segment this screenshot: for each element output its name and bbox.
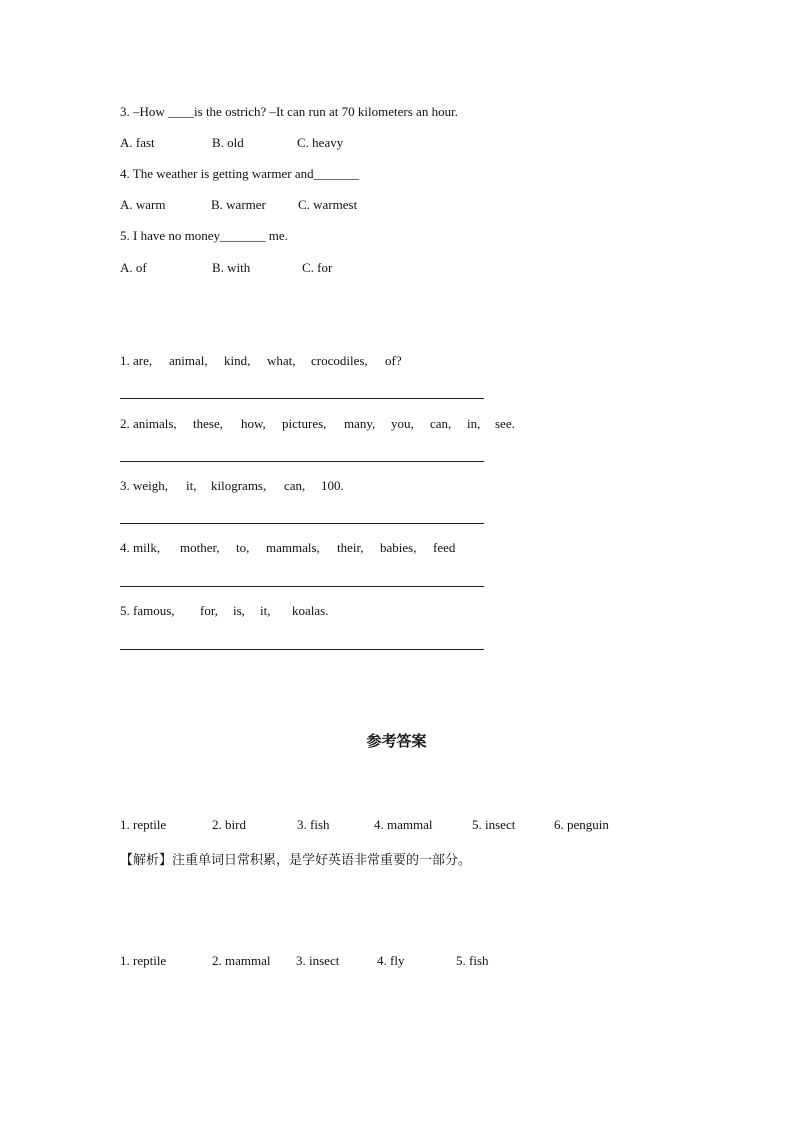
ordering-word: animal, [169,353,208,368]
answer-item: 2. bird [212,817,246,832]
ordering-word: can, [430,416,452,431]
question-5-option-a: A. of [120,260,147,275]
question-3-stem: 3. –How ____is the ostrich? –It can run at 70 kilometers an hour. [120,104,458,119]
answer-line [120,398,484,399]
ordering-word: babies, [380,540,417,555]
answer-item: 4. fly [377,953,405,968]
ordering-word: many, [344,416,376,431]
ordering-word: can, [284,478,306,493]
ordering-word: 100. [321,478,344,493]
question-3-option-c: C. heavy [297,135,344,150]
ordering-word: is, [233,603,245,618]
ordering-word: their, [337,540,364,555]
ordering-word: 1. are, [120,353,153,368]
ordering-word: how, [241,416,266,431]
question-3-option-a: A. fast [120,135,155,150]
answer-item: 5. insect [472,817,516,832]
question-4-option-b: B. warmer [211,197,266,212]
answer-analysis: 【解析】注重单词日常积累，是学好英语非常重要的一部分。 [120,853,472,868]
question-4-option-c: C. warmest [298,197,358,212]
ordering-word: to, [236,540,250,555]
ordering-word: it, [186,478,197,493]
ordering-word: feed [433,540,456,555]
ordering-word: you, [391,416,414,431]
question-4-stem: 4. The weather is getting warmer and_______ [120,166,360,181]
answer-item: 1. reptile [120,817,167,832]
answer-item: 2. mammal [212,953,271,968]
ordering-word: pictures, [282,416,327,431]
ordering-word: kind, [224,353,251,368]
ordering-word: mammals, [266,540,320,555]
ordering-word: koalas. [292,603,329,618]
answer-item: 3. insect [296,953,340,968]
ordering-word: 5. famous, [120,603,175,618]
answer-line [120,649,484,650]
ordering-word: these, [193,416,223,431]
ordering-word: 2. animals, [120,416,177,431]
answer-item: 4. mammal [374,817,433,832]
answer-item: 5. fish [456,953,489,968]
ordering-word: in, [467,416,481,431]
answer-key-title: 参考答案 [366,732,427,750]
answer-item: 1. reptile [120,953,167,968]
ordering-word: kilograms, [211,478,267,493]
ordering-word: what, [267,353,296,368]
ordering-word: for, [200,603,218,618]
ordering-word: see. [495,416,515,431]
question-5-option-c: C. for [302,260,333,275]
answer-item: 6. penguin [554,817,609,832]
question-5-stem: 5. I have no money_______ me. [120,228,288,243]
answer-line [120,586,484,587]
ordering-word: crocodiles, [311,353,368,368]
ordering-word: 4. milk, [120,540,161,555]
question-5-option-b: B. with [212,260,251,275]
answer-line [120,523,484,524]
question-3-option-b: B. old [212,135,244,150]
answer-line [120,461,484,462]
question-4-option-a: A. warm [120,197,166,212]
ordering-word: of? [385,353,402,368]
ordering-word: mother, [180,540,220,555]
answer-item: 3. fish [297,817,330,832]
ordering-word: 3. weigh, [120,478,169,493]
ordering-word: it, [260,603,271,618]
